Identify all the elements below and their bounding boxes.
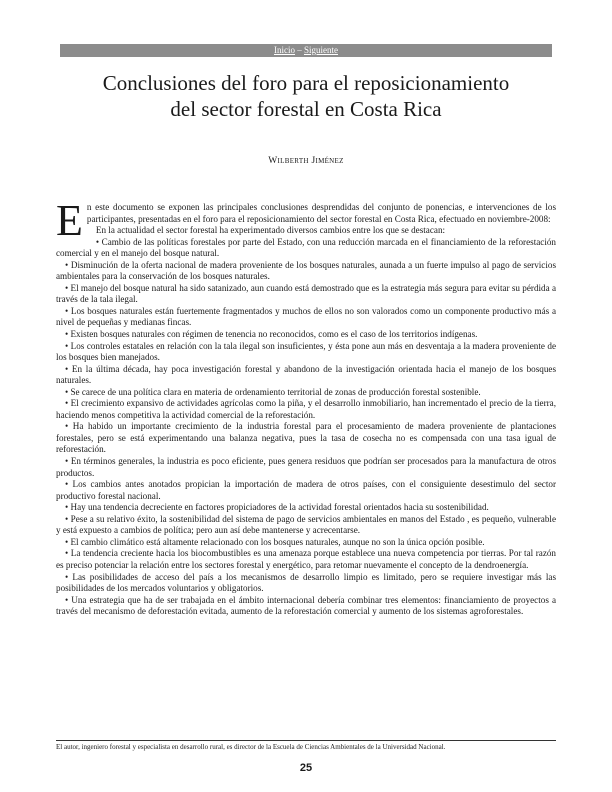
siguiente-link[interactable]: Siguiente — [304, 45, 338, 55]
author-name: Wilberth Jiménez — [268, 156, 344, 166]
bullet-paragraph: • Pese a su relativo éxito, la sostenibilidad del sistema de pago de servicios ambientales en manos del Estado , es pequeño, vulnerable y está expuesto a cambios de política; pero aun así debe mantenerse y acrecentarse. — [56, 513, 556, 536]
intro-paragraph: En este documento se exponen las principales conclusiones desprendidas del conjunto de ponencias, e intervenciones de los participantes, presentadas en el foro para el reposicionamiento del sector forestal en Costa Rica, efectuado en noviembre-2008: — [56, 196, 556, 245]
title-line-2: del sector forestal en Costa Rica — [170, 97, 442, 121]
bullet-paragraph: • El manejo del bosque natural ha sido satanizado, aun cuando está demostrado que es la estrategia más segura para evitar su pérdida a través de la tala ilegal. — [56, 282, 556, 305]
article-title — [60, 70, 552, 122]
footnote: El autor, ingeniero forestal y especialista en desarrollo rural, es director de la Escuela de Ciencias Ambientales de la Universidad Nacional. — [56, 743, 446, 751]
bullet-paragraph: • En términos generales, la industria es poco eficiente, pues genera residuos que podrían ser procesados para la manufactura de otros productos. — [56, 456, 556, 478]
lead-paragraph: En la actualidad el sector forestal ha experimentado diversos cambios entre los que se destacan: — [95, 225, 446, 236]
bullet-paragraph: • Los controles estatales en relación con la tala ilegal son insuficientes, y ésta pone aun más en desventaja a la madera proveniente de los bosques bien manejados. — [56, 340, 556, 363]
bullet-paragraph: • En la última década, hay poca investigación forestal y abandono de la investigación orientada hacia el manejo de los bosques naturales. — [56, 363, 556, 386]
bullet-paragraph: • Los bosques naturales están fuertemente fragmentados y muchos de ellos no son valorados como un componente productivo más a nivel de pequeñas y medianas fincas. — [56, 305, 556, 328]
bullet-paragraph: • Hay una tendencia decreciente en factores propiciadores de la actividad forestal orientados hacia su sostenibilidad. — [65, 502, 489, 513]
bullet-paragraph: • Las posibilidades de acceso del país a los mecanismos de desarrollo limpio es limitado, pero se requiere investigar más las posibilidades de los mercados voluntarios y obligatorios. — [56, 571, 556, 594]
article-body — [56, 196, 556, 618]
inicio-link[interactable]: Inicio — [274, 45, 295, 55]
bullet-paragraph: • Los cambios antes anotados propician la importación de madera de otros países, con el consiguiente desestimulo del sector productivo forestal nacional. — [56, 479, 556, 501]
bullet-paragraph: • El cambio climático está altamente relacionado con los bosques naturales, aunque no son la única opción posible. — [65, 536, 485, 547]
bullet-paragraph: • El crecimiento expansivo de actividades agrícolas como la piña, y el desarrollo inmobiliario, han incrementado el precio de la tierra, haciendo menos competitiva la actividad comercial de la reforestación. — [56, 398, 556, 420]
bullet-paragraph: • Ha habido un importante crecimiento de la industria forestal para el procesamiento de madera proveniente de plantaciones forestales, pero se está experimentando una balanza negativa, pues la tasa de cosecha no es compensada con una tasa igual de reforestación. — [56, 421, 556, 455]
navigation-bar — [60, 44, 552, 57]
page-number: 25 — [299, 762, 313, 774]
footnote-divider — [56, 740, 556, 741]
bullet-paragraph: • Disminución de la oferta nacional de madera proveniente de los bosques naturales, aunada a un fuerte impulso al pago de servicios ambientales para la conservación de los bosques naturales. — [56, 259, 556, 282]
nav-separator: – — [295, 45, 304, 55]
bullet-paragraph: • Se carece de una política clara en materia de ordenamiento territorial de zonas de producción forestal sostenible. — [65, 386, 481, 397]
bullet-paragraph: • Una estrategia que ha de ser trabajada en el ámbito internacional debería combinar tres elementos: financiamiento de proyectos a través del mecanismo de deforestación evitada, aumento de la reforestación comercial y aumento de los sistemas agroforestales. — [56, 594, 556, 617]
title-line-1: Conclusiones del foro para el reposicionamiento — [102, 71, 510, 95]
bullet-paragraph: • Existen bosques naturales con régimen de tenencia no reconocidos, como es el caso de los territorios indígenas. — [65, 329, 478, 340]
bullet-paragraph: • La tendencia creciente hacia los biocombustibles es una amenaza porque establece una nueva competencia por tierras. Por tal razón es preciso potenciar la relación entre los sectores forestal y energético, para retomar nuevamente el concepto de la dendroenergía. — [56, 548, 556, 570]
bullet-paragraph: • Cambio de las políticas forestales por parte del Estado, con una reducción marcada en el financiamiento de la reforestación comercial y en el manejo del bosque natural. — [56, 236, 556, 259]
